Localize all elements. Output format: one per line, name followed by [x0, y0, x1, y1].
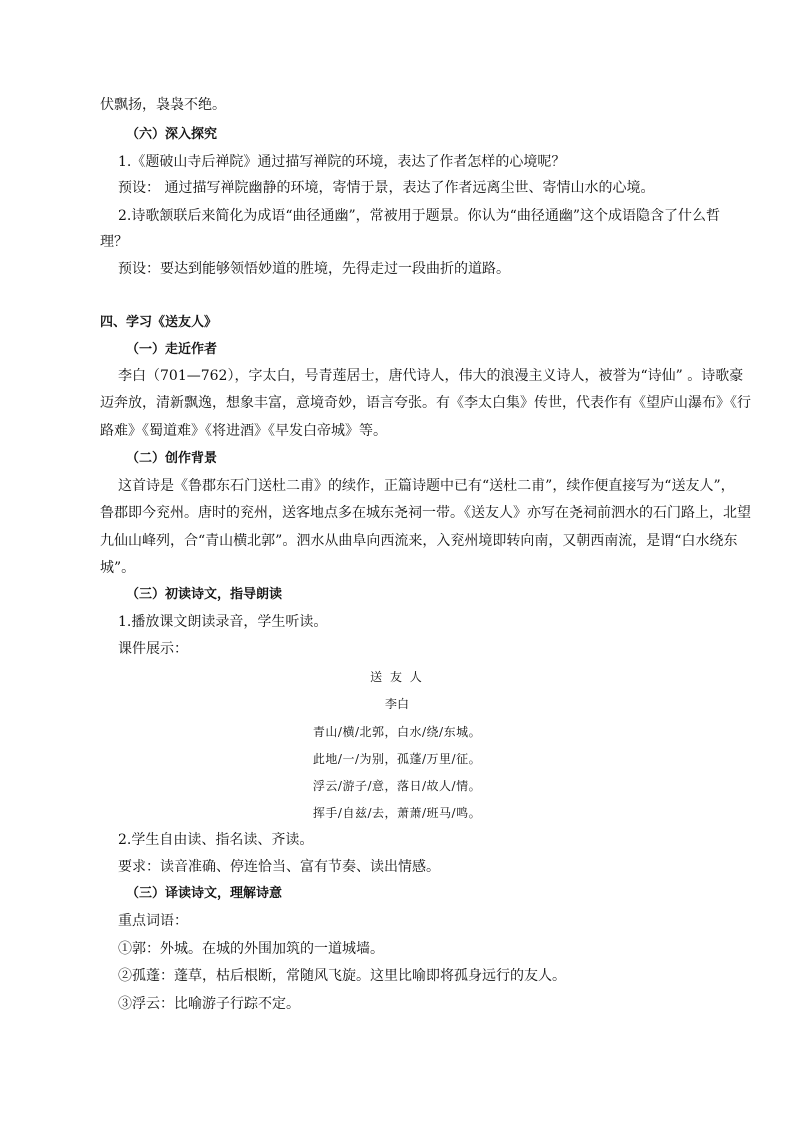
paragraph-line: 九仙山峰列，合“青山横北郭”。泗水从曲阜向西流来，入兖州境即转向南，又朝西南流，是谓“白水绕东 — [100, 533, 738, 549]
section-heading: （三）译读诗文，理解诗意 — [126, 886, 283, 901]
paragraph-line: 城”。 — [100, 560, 136, 576]
list-item: ①郭：外城。在城的外围加筑的一道城墙。 — [118, 941, 384, 957]
list-item: ③浮云：比喻游子行踪不定。 — [118, 996, 300, 1012]
section-heading: （二）创作背景 — [126, 451, 218, 466]
list-item: ②孤蓬：蓬草，枯后根断，常随风飞旋。这里比喻即将孤身远行的友人。 — [118, 968, 566, 984]
paragraph-line: 这首诗是《鲁郡东石门送杜二甫》的续作，正篇诗题中已有“送杜二甫”，续作便直接写为“送友人”， — [118, 478, 735, 494]
section-title: 四、学习《送友人》 — [100, 315, 218, 330]
paragraph-line: 迈奔放，清新飘逸，想象丰富，意境奇妙，语言夸张。有《李太白集》传世，代表作有《望庐山瀑布》《行 — [100, 395, 751, 411]
poem-title: 送 友 人 — [370, 670, 424, 684]
answer-line: 预设：要达到能够领悟妙道的胜境，先得走过一段曲折的道路。 — [118, 261, 510, 277]
section-heading: （一）走近作者 — [126, 342, 218, 357]
paragraph-line: 路难》《蜀道难》《将进酒》《早发白帝城》等。 — [100, 423, 387, 439]
question-line: 2.诗歌颔联后来简化为成语“曲径通幽”，常被用于题景。你认为“曲径通幽”这个成语隐含了什么哲 — [118, 208, 720, 224]
poem-line: 浮云/游子/意，落日/故人/情。 — [312, 779, 482, 793]
question-line-continued: 理？ — [100, 234, 128, 250]
poem-author: 李白 — [384, 697, 409, 711]
paragraph-line: 李白（701—762），字太白，号青莲居士，唐代诗人，伟大的浪漫主义诗人，被誉为“诗仙” 。诗歌豪 — [118, 368, 744, 384]
poem-line: 此地/一/为别，孤蓬/万里/征。 — [312, 752, 482, 766]
section-heading: （六）深入探究 — [126, 127, 218, 142]
poem-line: 青山/横/北郭，白水/绕/东城。 — [312, 725, 482, 739]
paragraph-line: 1.播放课文朗读录音，学生听读。 — [118, 614, 328, 630]
answer-line: 预设： 通过描写禅院幽静的环境，寄情于景，表达了作者远离尘世、寄情山水的心境。 — [118, 180, 655, 196]
paragraph-line: 2.学生自由读、指名读、齐读。 — [118, 832, 314, 848]
paragraph-line: 课件展示： — [118, 641, 188, 657]
paragraph-line: 重点词语： — [118, 913, 188, 929]
poem-line: 挥手/自兹/去，萧萧/班马/鸣。 — [312, 806, 482, 820]
section-heading: （三）初读诗文，指导朗读 — [126, 587, 283, 602]
paragraph-line: 鲁郡即今兖州。唐时的兖州，送客地点多在城东尧祠一带。《送友人》亦写在尧祠前泗水的石门路上，北望 — [100, 505, 751, 521]
paragraph-line: 伏飘扬，袅袅不绝。 — [100, 97, 226, 113]
paragraph-line: 要求：读音准确、停连恰当、富有节奏、读出情感。 — [118, 859, 440, 875]
question-line: 1.《题破山寺后禅院》通过描写禅院的环境，表达了作者怎样的心境呢？ — [118, 154, 566, 170]
